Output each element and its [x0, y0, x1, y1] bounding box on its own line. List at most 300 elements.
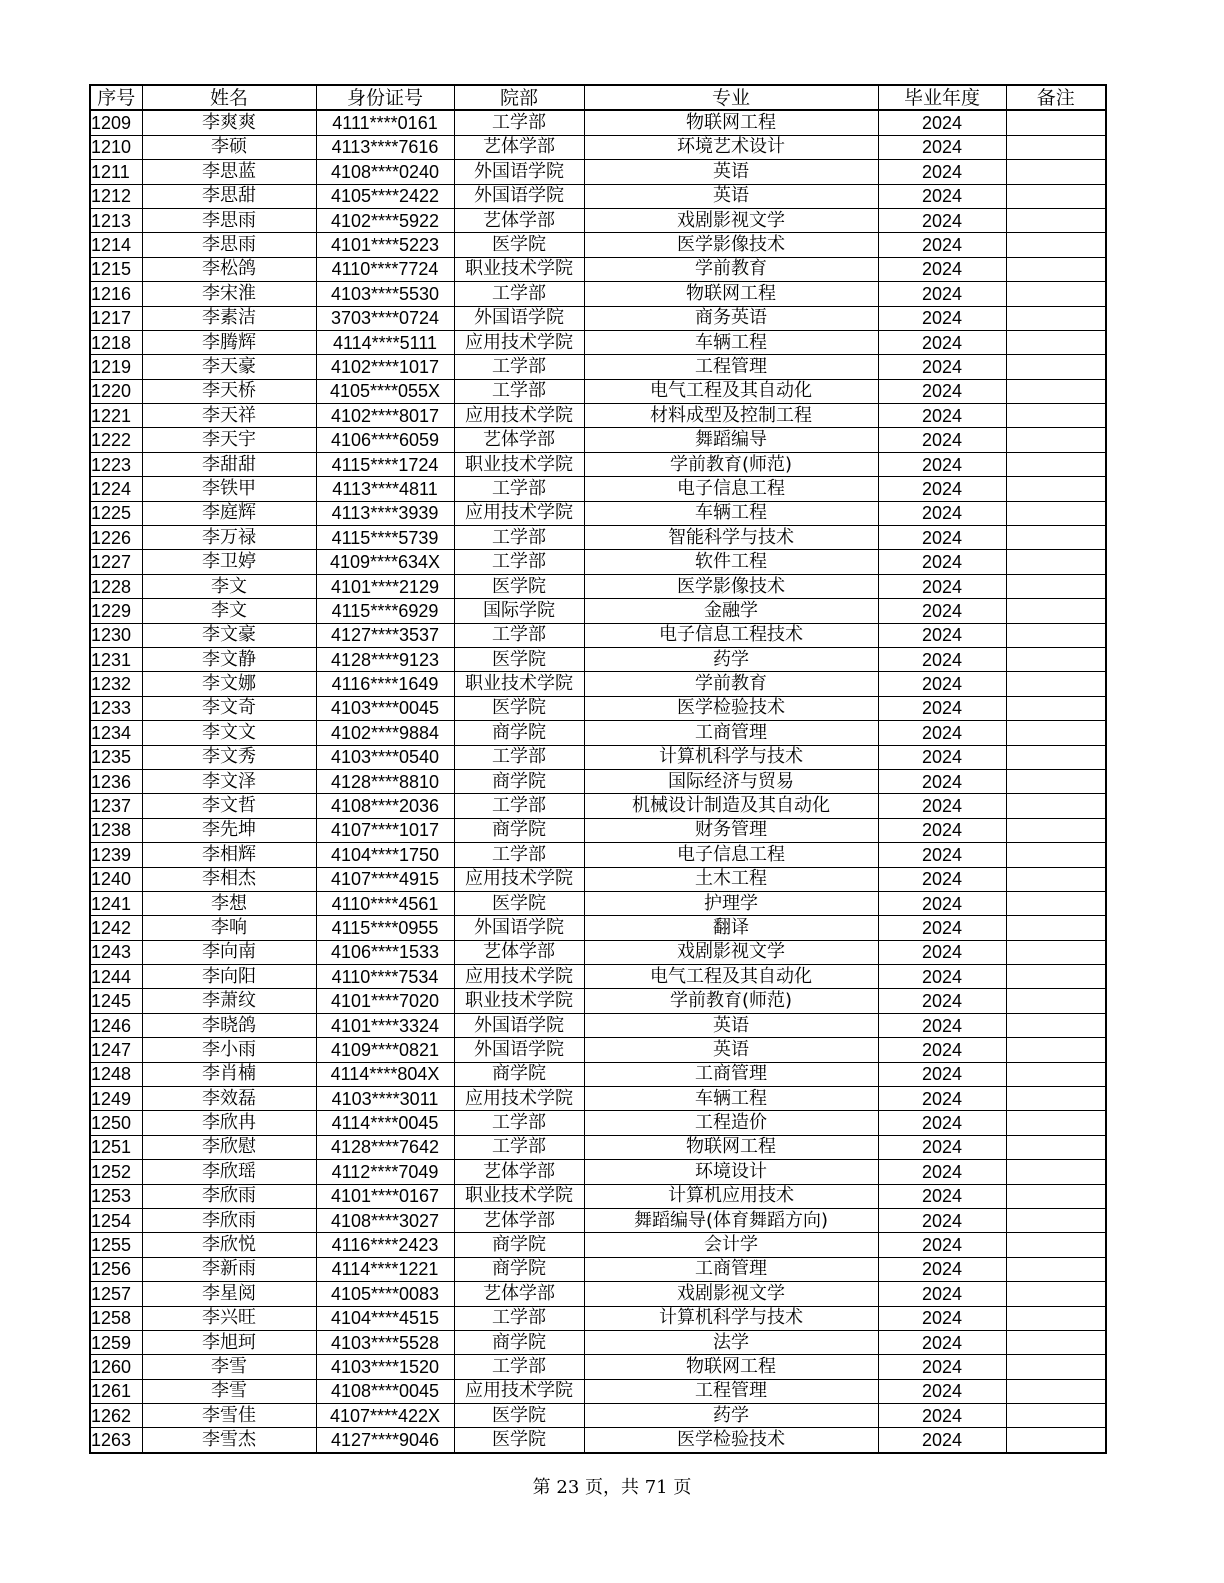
- cell-seq: 1257: [90, 1282, 142, 1306]
- cell-id-number: 4102****1017: [316, 355, 454, 379]
- table-row: [90, 696, 1106, 720]
- table-row: [90, 1013, 1106, 1037]
- cell-department: 工学部: [454, 1355, 584, 1379]
- cell-name: 李星阅: [142, 1282, 316, 1306]
- cell-id-number: 4108****3027: [316, 1208, 454, 1232]
- cell-name: 李思雨: [142, 233, 316, 257]
- cell-grad-year: 2024: [878, 696, 1006, 720]
- cell-name: 李文豪: [142, 623, 316, 647]
- cell-name: 李兴旺: [142, 1306, 316, 1330]
- cell-department: 工学部: [454, 843, 584, 867]
- cell-department: 应用技术学院: [454, 965, 584, 989]
- cell-name: 李向阳: [142, 965, 316, 989]
- cell-department: 职业技术学院: [454, 452, 584, 476]
- cell-grad-year: 2024: [878, 940, 1006, 964]
- table-row: [90, 1208, 1106, 1232]
- cell-grad-year: 2024: [878, 477, 1006, 501]
- table-row: [90, 1379, 1106, 1403]
- cell-seq: 1211: [90, 160, 142, 184]
- cell-grad-year: 2024: [878, 110, 1006, 135]
- cell-grad-year: 2024: [878, 1282, 1006, 1306]
- cell-id-number: 4113****3939: [316, 501, 454, 525]
- cell-remarks: [1006, 623, 1106, 647]
- cell-grad-year: 2024: [878, 452, 1006, 476]
- cell-grad-year: 2024: [878, 916, 1006, 940]
- cell-name: 李小雨: [142, 1038, 316, 1062]
- cell-name: 李素洁: [142, 306, 316, 330]
- cell-id-number: 4114****0045: [316, 1111, 454, 1135]
- cell-name: 李爽爽: [142, 110, 316, 135]
- cell-remarks: [1006, 257, 1106, 281]
- cell-id-number: 4111****0161: [316, 110, 454, 135]
- table-row: [90, 745, 1106, 769]
- column-header-department: 院部: [454, 85, 584, 110]
- graduate-roster-table: [89, 84, 1107, 1454]
- cell-seq: 1250: [90, 1111, 142, 1135]
- cell-grad-year: 2024: [878, 1257, 1006, 1281]
- table-row: [90, 355, 1106, 379]
- cell-department: 商学院: [454, 818, 584, 842]
- cell-id-number: 4102****8017: [316, 404, 454, 428]
- cell-id-number: 4102****9884: [316, 721, 454, 745]
- table-row: [90, 501, 1106, 525]
- cell-grad-year: 2024: [878, 501, 1006, 525]
- cell-seq: 1210: [90, 135, 142, 159]
- cell-grad-year: 2024: [878, 1013, 1006, 1037]
- cell-grad-year: 2024: [878, 1087, 1006, 1111]
- table-row: [90, 184, 1106, 208]
- cell-department: 医学院: [454, 891, 584, 915]
- cell-department: 应用技术学院: [454, 501, 584, 525]
- cell-seq: 1258: [90, 1306, 142, 1330]
- table-row: [90, 1233, 1106, 1257]
- cell-department: 应用技术学院: [454, 867, 584, 891]
- cell-grad-year: 2024: [878, 1330, 1006, 1354]
- table-row: [90, 208, 1106, 232]
- cell-remarks: [1006, 721, 1106, 745]
- cell-grad-year: 2024: [878, 135, 1006, 159]
- cell-major: 车辆工程: [584, 501, 878, 525]
- cell-name: 李欣悦: [142, 1233, 316, 1257]
- table-row: [90, 672, 1106, 696]
- cell-name: 李欣慰: [142, 1135, 316, 1159]
- cell-department: 工学部: [454, 623, 584, 647]
- cell-remarks: [1006, 1208, 1106, 1232]
- cell-seq: 1255: [90, 1233, 142, 1257]
- cell-major: 机械设计制造及其自动化: [584, 794, 878, 818]
- cell-grad-year: 2024: [878, 818, 1006, 842]
- cell-major: 学前教育: [584, 672, 878, 696]
- cell-remarks: [1006, 404, 1106, 428]
- cell-department: 应用技术学院: [454, 404, 584, 428]
- cell-department: 外国语学院: [454, 306, 584, 330]
- cell-seq: 1216: [90, 282, 142, 306]
- cell-name: 李雪佳: [142, 1404, 316, 1428]
- cell-seq: 1221: [90, 404, 142, 428]
- cell-id-number: 4103****0045: [316, 696, 454, 720]
- cell-remarks: [1006, 477, 1106, 501]
- cell-name: 李雪: [142, 1379, 316, 1403]
- cell-major: 戏剧影视文学: [584, 208, 878, 232]
- cell-major: 环境艺术设计: [584, 135, 878, 159]
- table-row: [90, 282, 1106, 306]
- table-row: [90, 135, 1106, 159]
- cell-department: 工学部: [454, 1306, 584, 1330]
- cell-name: 李庭辉: [142, 501, 316, 525]
- cell-major: 国际经济与贸易: [584, 769, 878, 793]
- cell-department: 艺体学部: [454, 428, 584, 452]
- table-row: [90, 526, 1106, 550]
- table-row: [90, 843, 1106, 867]
- cell-seq: 1231: [90, 647, 142, 671]
- cell-major: 车辆工程: [584, 1087, 878, 1111]
- cell-major: 戏剧影视文学: [584, 1282, 878, 1306]
- cell-name: 李萧纹: [142, 989, 316, 1013]
- cell-name: 李相杰: [142, 867, 316, 891]
- cell-remarks: [1006, 282, 1106, 306]
- cell-major: 药学: [584, 647, 878, 671]
- cell-name: 李天祥: [142, 404, 316, 428]
- cell-remarks: [1006, 1184, 1106, 1208]
- cell-grad-year: 2024: [878, 794, 1006, 818]
- cell-seq: 1249: [90, 1087, 142, 1111]
- table-row: [90, 330, 1106, 354]
- cell-name: 李天豪: [142, 355, 316, 379]
- cell-grad-year: 2024: [878, 891, 1006, 915]
- cell-department: 商学院: [454, 721, 584, 745]
- cell-id-number: 4103****3011: [316, 1087, 454, 1111]
- cell-major: 智能科学与技术: [584, 526, 878, 550]
- cell-name: 李思蓝: [142, 160, 316, 184]
- cell-seq: 1259: [90, 1330, 142, 1354]
- cell-department: 艺体学部: [454, 135, 584, 159]
- cell-seq: 1256: [90, 1257, 142, 1281]
- cell-major: 工商管理: [584, 1062, 878, 1086]
- cell-seq: 1213: [90, 208, 142, 232]
- cell-major: 材料成型及控制工程: [584, 404, 878, 428]
- cell-seq: 1239: [90, 843, 142, 867]
- cell-id-number: 4103****5530: [316, 282, 454, 306]
- table-header: [90, 85, 1106, 110]
- cell-department: 艺体学部: [454, 208, 584, 232]
- cell-major: 物联网工程: [584, 1135, 878, 1159]
- cell-department: 商学院: [454, 769, 584, 793]
- cell-id-number: 4109****634X: [316, 550, 454, 574]
- cell-id-number: 4106****6059: [316, 428, 454, 452]
- cell-remarks: [1006, 501, 1106, 525]
- table-row: [90, 574, 1106, 598]
- cell-name: 李腾辉: [142, 330, 316, 354]
- cell-department: 医学院: [454, 574, 584, 598]
- cell-name: 李欣雨: [142, 1184, 316, 1208]
- table-row: [90, 1282, 1106, 1306]
- table-row: [90, 428, 1106, 452]
- cell-department: 工学部: [454, 477, 584, 501]
- cell-department: 医学院: [454, 233, 584, 257]
- cell-major: 金融学: [584, 599, 878, 623]
- table-row: [90, 306, 1106, 330]
- cell-grad-year: 2024: [878, 379, 1006, 403]
- cell-department: 外国语学院: [454, 1013, 584, 1037]
- cell-remarks: [1006, 1306, 1106, 1330]
- cell-grad-year: 2024: [878, 1355, 1006, 1379]
- cell-grad-year: 2024: [878, 843, 1006, 867]
- cell-name: 李甜甜: [142, 452, 316, 476]
- cell-id-number: 4101****7020: [316, 989, 454, 1013]
- cell-remarks: [1006, 306, 1106, 330]
- cell-seq: 1222: [90, 428, 142, 452]
- cell-remarks: [1006, 1038, 1106, 1062]
- cell-department: 艺体学部: [454, 1208, 584, 1232]
- cell-seq: 1243: [90, 940, 142, 964]
- table-row: [90, 867, 1106, 891]
- cell-id-number: 4102****5922: [316, 208, 454, 232]
- cell-name: 李雪: [142, 1355, 316, 1379]
- cell-department: 艺体学部: [454, 940, 584, 964]
- cell-major: 财务管理: [584, 818, 878, 842]
- cell-department: 职业技术学院: [454, 1184, 584, 1208]
- cell-major: 英语: [584, 160, 878, 184]
- cell-id-number: 4101****0167: [316, 1184, 454, 1208]
- cell-department: 国际学院: [454, 599, 584, 623]
- table-row: [90, 550, 1106, 574]
- table-row: [90, 1087, 1106, 1111]
- cell-id-number: 4106****1533: [316, 940, 454, 964]
- cell-department: 医学院: [454, 647, 584, 671]
- table-row: [90, 1306, 1106, 1330]
- cell-seq: 1217: [90, 306, 142, 330]
- table-row: [90, 1111, 1106, 1135]
- cell-remarks: [1006, 769, 1106, 793]
- cell-major: 舞蹈编导(体育舞蹈方向): [584, 1208, 878, 1232]
- cell-id-number: 4128****9123: [316, 647, 454, 671]
- cell-remarks: [1006, 330, 1106, 354]
- column-header-id: 身份证号: [316, 85, 454, 110]
- cell-major: 戏剧影视文学: [584, 940, 878, 964]
- cell-remarks: [1006, 672, 1106, 696]
- table-row: [90, 1355, 1106, 1379]
- cell-remarks: [1006, 599, 1106, 623]
- cell-grad-year: 2024: [878, 989, 1006, 1013]
- cell-id-number: 4115****0955: [316, 916, 454, 940]
- cell-department: 工学部: [454, 1135, 584, 1159]
- cell-remarks: [1006, 184, 1106, 208]
- cell-id-number: 4109****0821: [316, 1038, 454, 1062]
- cell-major: 会计学: [584, 1233, 878, 1257]
- cell-name: 李铁甲: [142, 477, 316, 501]
- cell-remarks: [1006, 647, 1106, 671]
- cell-remarks: [1006, 1111, 1106, 1135]
- table-row: [90, 916, 1106, 940]
- cell-major: 医学检验技术: [584, 696, 878, 720]
- table-row: [90, 794, 1106, 818]
- cell-id-number: 4128****7642: [316, 1135, 454, 1159]
- cell-id-number: 4114****5111: [316, 330, 454, 354]
- cell-remarks: [1006, 989, 1106, 1013]
- cell-department: 应用技术学院: [454, 1087, 584, 1111]
- table-row: [90, 257, 1106, 281]
- cell-remarks: [1006, 843, 1106, 867]
- cell-department: 职业技术学院: [454, 989, 584, 1013]
- cell-grad-year: 2024: [878, 965, 1006, 989]
- cell-department: 工学部: [454, 745, 584, 769]
- table-row: [90, 233, 1106, 257]
- cell-id-number: 4103****1520: [316, 1355, 454, 1379]
- cell-major: 计算机科学与技术: [584, 1306, 878, 1330]
- cell-grad-year: 2024: [878, 404, 1006, 428]
- cell-name: 李天宇: [142, 428, 316, 452]
- cell-grad-year: 2024: [878, 184, 1006, 208]
- cell-id-number: 4103****5528: [316, 1330, 454, 1354]
- cell-remarks: [1006, 965, 1106, 989]
- cell-seq: 1253: [90, 1184, 142, 1208]
- cell-name: 李新雨: [142, 1257, 316, 1281]
- cell-department: 医学院: [454, 696, 584, 720]
- cell-id-number: 4105****0083: [316, 1282, 454, 1306]
- cell-remarks: [1006, 867, 1106, 891]
- cell-major: 计算机科学与技术: [584, 745, 878, 769]
- cell-grad-year: 2024: [878, 1111, 1006, 1135]
- cell-remarks: [1006, 233, 1106, 257]
- cell-department: 医学院: [454, 1428, 584, 1453]
- cell-name: 李旭珂: [142, 1330, 316, 1354]
- cell-major: 医学检验技术: [584, 1428, 878, 1453]
- cell-department: 商学院: [454, 1062, 584, 1086]
- cell-major: 工程管理: [584, 1379, 878, 1403]
- cell-major: 车辆工程: [584, 330, 878, 354]
- cell-seq: 1228: [90, 574, 142, 598]
- cell-seq: 1241: [90, 891, 142, 915]
- cell-remarks: [1006, 1062, 1106, 1086]
- cell-grad-year: 2024: [878, 282, 1006, 306]
- cell-id-number: 4127****9046: [316, 1428, 454, 1453]
- cell-remarks: [1006, 379, 1106, 403]
- cell-remarks: [1006, 916, 1106, 940]
- table-body: [90, 110, 1106, 1452]
- table-row: [90, 452, 1106, 476]
- cell-id-number: 4115****5739: [316, 526, 454, 550]
- cell-id-number: 4107****1017: [316, 818, 454, 842]
- cell-remarks: [1006, 1013, 1106, 1037]
- cell-grad-year: 2024: [878, 1306, 1006, 1330]
- cell-id-number: 4101****3324: [316, 1013, 454, 1037]
- cell-major: 医学影像技术: [584, 233, 878, 257]
- cell-grad-year: 2024: [878, 1135, 1006, 1159]
- cell-department: 工学部: [454, 794, 584, 818]
- cell-major: 电子信息工程: [584, 477, 878, 501]
- cell-id-number: 4108****0045: [316, 1379, 454, 1403]
- cell-id-number: 4110****7534: [316, 965, 454, 989]
- cell-department: 工学部: [454, 550, 584, 574]
- cell-department: 外国语学院: [454, 916, 584, 940]
- cell-id-number: 4115****1724: [316, 452, 454, 476]
- cell-seq: 1215: [90, 257, 142, 281]
- cell-remarks: [1006, 1282, 1106, 1306]
- table-row: [90, 647, 1106, 671]
- cell-id-number: 3703****0724: [316, 306, 454, 330]
- cell-name: 李文奇: [142, 696, 316, 720]
- cell-name: 李欣雨: [142, 1208, 316, 1232]
- cell-remarks: [1006, 1087, 1106, 1111]
- table-row: [90, 404, 1106, 428]
- cell-id-number: 4108****0240: [316, 160, 454, 184]
- cell-id-number: 4107****4915: [316, 867, 454, 891]
- cell-grad-year: 2024: [878, 160, 1006, 184]
- cell-id-number: 4116****2423: [316, 1233, 454, 1257]
- cell-name: 李宋淮: [142, 282, 316, 306]
- cell-name: 李先坤: [142, 818, 316, 842]
- cell-name: 李万禄: [142, 526, 316, 550]
- table-row: [90, 989, 1106, 1013]
- cell-remarks: [1006, 794, 1106, 818]
- cell-major: 工程造价: [584, 1111, 878, 1135]
- cell-major: 学前教育(师范): [584, 989, 878, 1013]
- cell-major: 环境设计: [584, 1160, 878, 1184]
- cell-grad-year: 2024: [878, 428, 1006, 452]
- cell-grad-year: 2024: [878, 1404, 1006, 1428]
- cell-name: 李欣瑶: [142, 1160, 316, 1184]
- table-row: [90, 160, 1106, 184]
- cell-remarks: [1006, 1160, 1106, 1184]
- cell-name: 李文文: [142, 721, 316, 745]
- cell-grad-year: 2024: [878, 1379, 1006, 1403]
- cell-major: 物联网工程: [584, 282, 878, 306]
- cell-name: 李思雨: [142, 208, 316, 232]
- cell-grad-year: 2024: [878, 355, 1006, 379]
- cell-department: 工学部: [454, 355, 584, 379]
- cell-id-number: 4101****5223: [316, 233, 454, 257]
- cell-seq: 1212: [90, 184, 142, 208]
- cell-seq: 1262: [90, 1404, 142, 1428]
- cell-seq: 1261: [90, 1379, 142, 1403]
- cell-remarks: [1006, 428, 1106, 452]
- cell-name: 李欣冉: [142, 1111, 316, 1135]
- cell-seq: 1238: [90, 818, 142, 842]
- table-row: [90, 477, 1106, 501]
- cell-seq: 1246: [90, 1013, 142, 1037]
- cell-major: 电子信息工程技术: [584, 623, 878, 647]
- cell-seq: 1263: [90, 1428, 142, 1453]
- cell-remarks: [1006, 1257, 1106, 1281]
- cell-seq: 1225: [90, 501, 142, 525]
- cell-department: 应用技术学院: [454, 330, 584, 354]
- cell-id-number: 4101****2129: [316, 574, 454, 598]
- cell-grad-year: 2024: [878, 1233, 1006, 1257]
- table-row: [90, 1160, 1106, 1184]
- cell-seq: 1237: [90, 794, 142, 818]
- cell-remarks: [1006, 135, 1106, 159]
- cell-grad-year: 2024: [878, 1038, 1006, 1062]
- cell-major: 物联网工程: [584, 1355, 878, 1379]
- cell-id-number: 4110****4561: [316, 891, 454, 915]
- cell-seq: 1260: [90, 1355, 142, 1379]
- cell-department: 工学部: [454, 379, 584, 403]
- cell-seq: 1209: [90, 110, 142, 135]
- cell-id-number: 4127****3537: [316, 623, 454, 647]
- cell-department: 医学院: [454, 1404, 584, 1428]
- cell-major: 药学: [584, 1404, 878, 1428]
- cell-name: 李文秀: [142, 745, 316, 769]
- cell-remarks: [1006, 1135, 1106, 1159]
- cell-major: 法学: [584, 1330, 878, 1354]
- cell-seq: 1242: [90, 916, 142, 940]
- cell-id-number: 4128****8810: [316, 769, 454, 793]
- cell-remarks: [1006, 1428, 1106, 1453]
- cell-department: 职业技术学院: [454, 257, 584, 281]
- cell-department: 职业技术学院: [454, 672, 584, 696]
- cell-major: 物联网工程: [584, 110, 878, 135]
- cell-major: 软件工程: [584, 550, 878, 574]
